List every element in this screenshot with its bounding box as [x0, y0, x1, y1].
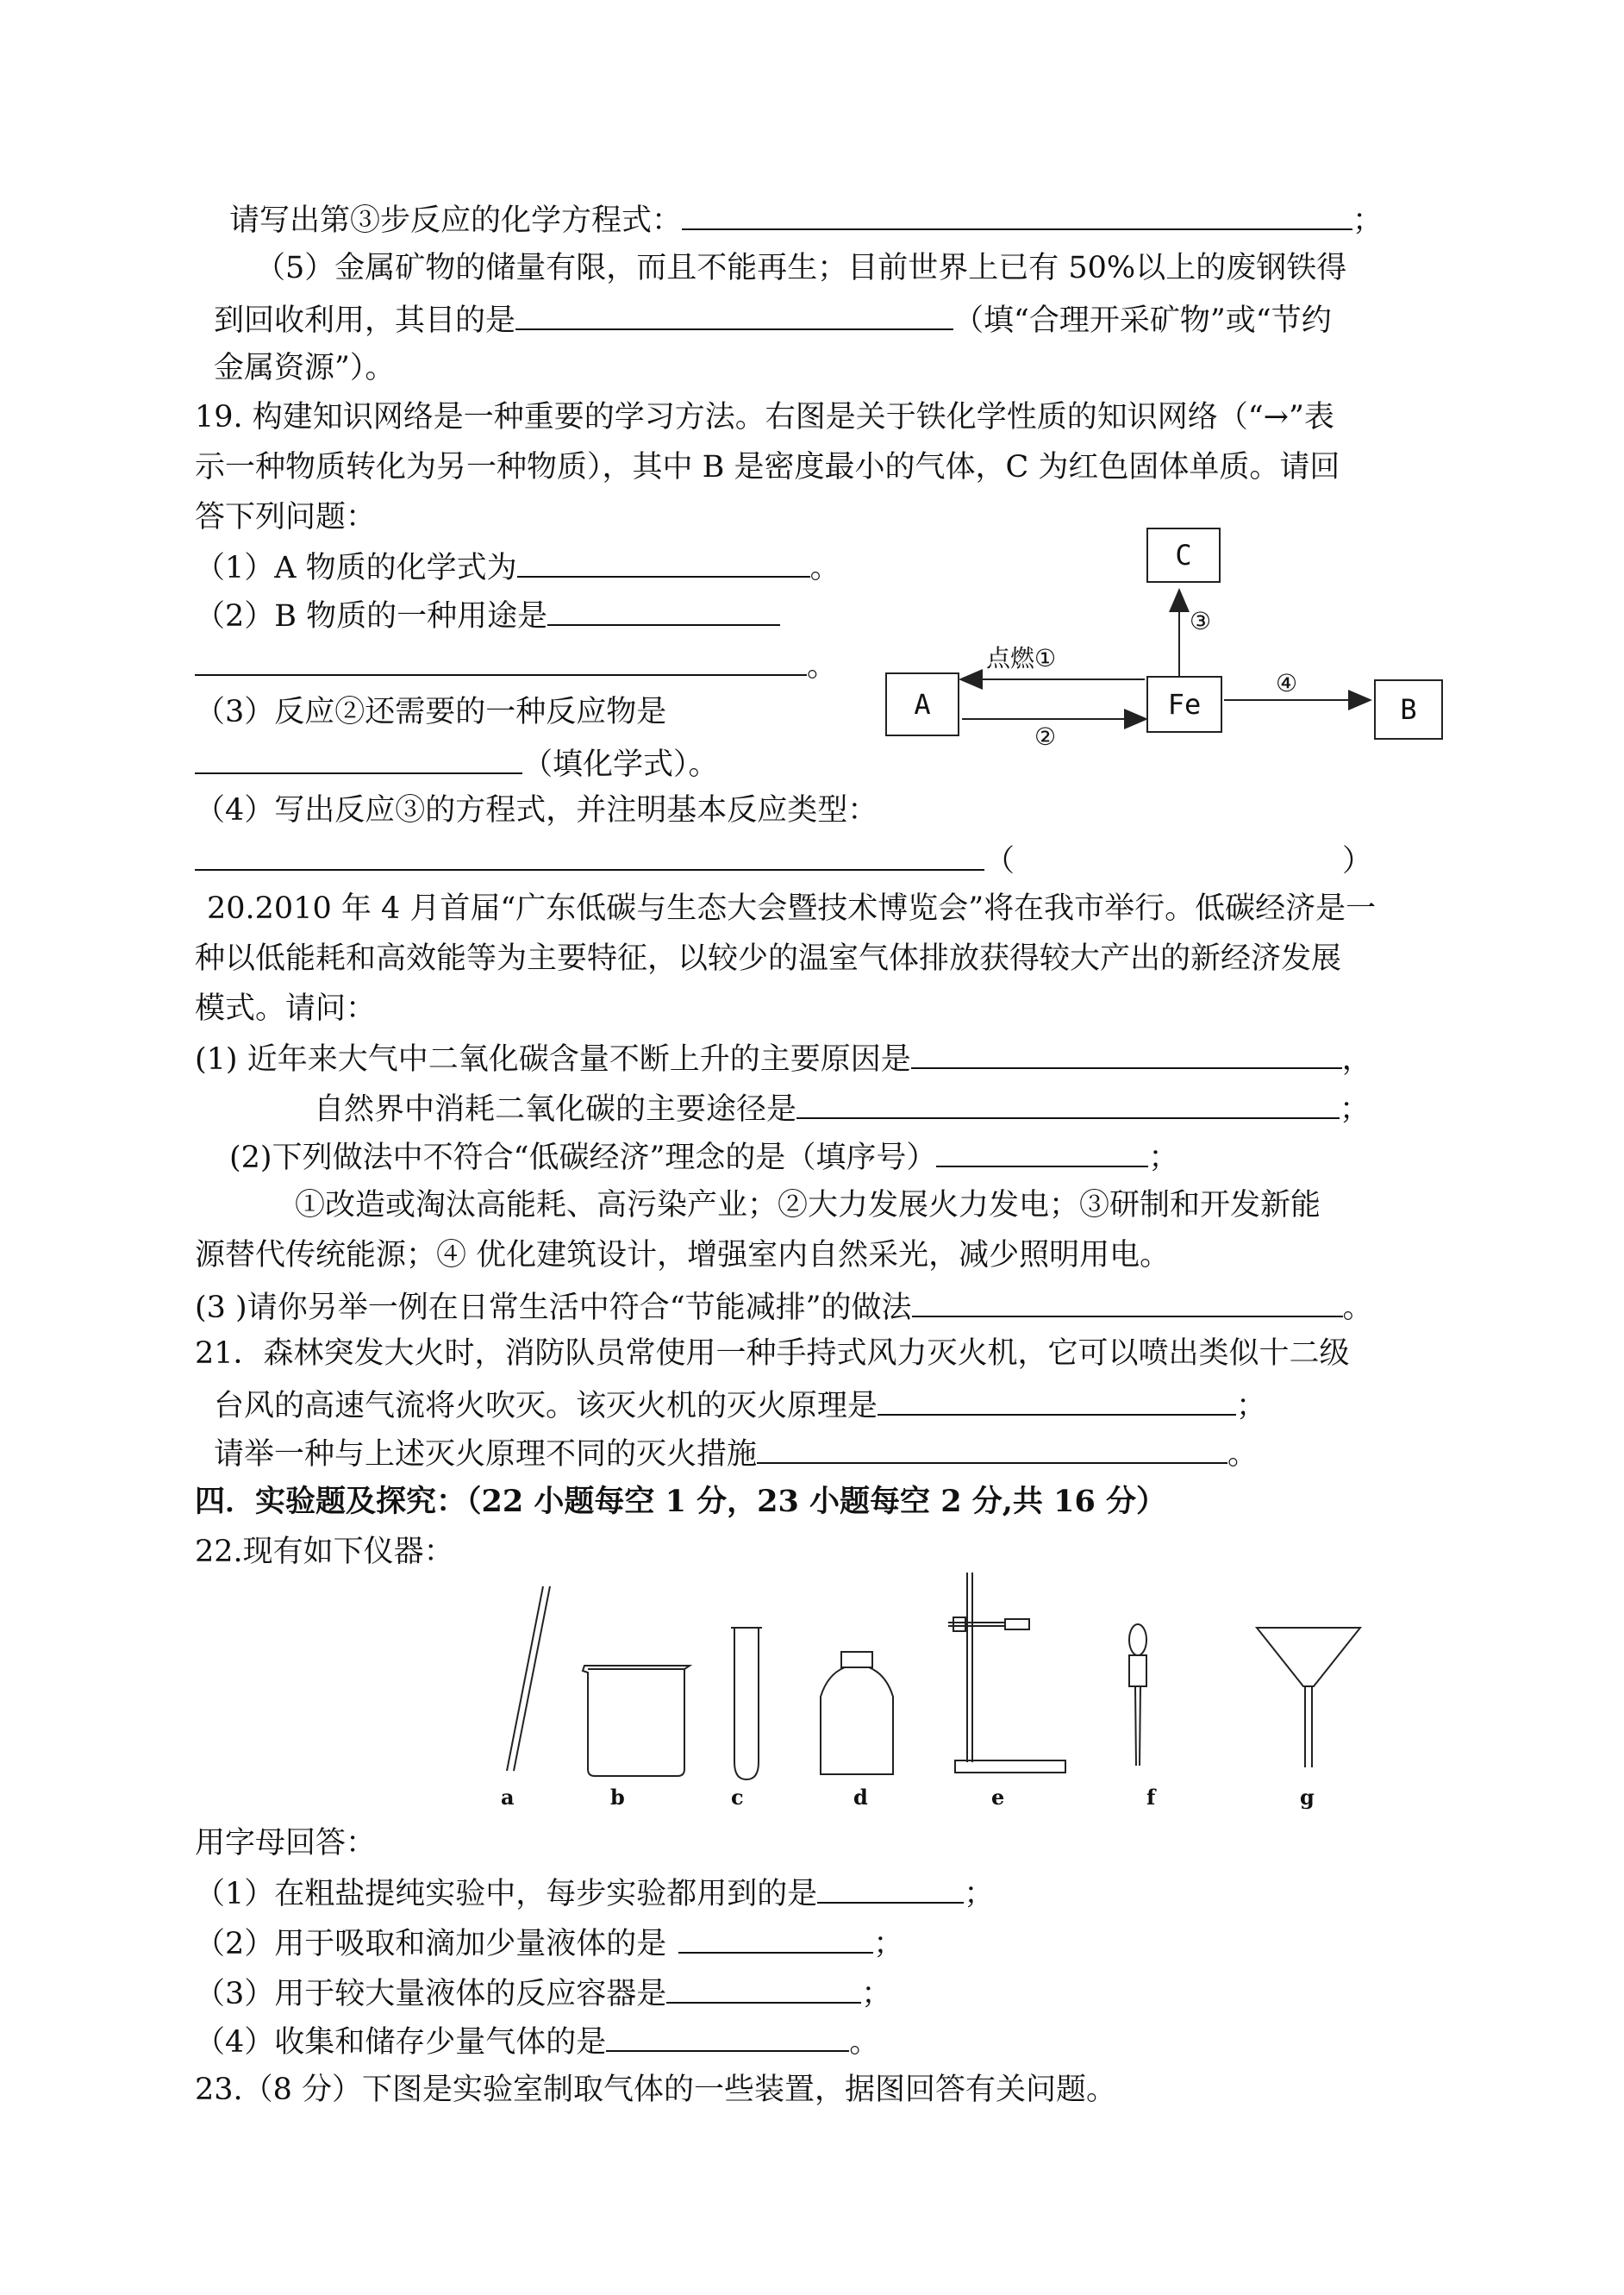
q19-stem-line3: 答下列问题：	[195, 500, 377, 535]
q23-stem: 23.（8 分）下图是实验室制取气体的一些装置，据图回答有关问题。	[195, 2073, 1117, 2107]
q22-stem: 22.现有如下仪器：	[195, 1535, 454, 1569]
label-reaction-2: ②	[1034, 722, 1057, 751]
gas-bottle-icon	[821, 1652, 893, 1774]
funnel-icon	[1257, 1628, 1360, 1767]
q20-pathway-blank[interactable]	[796, 1086, 1340, 1119]
q21-measure-blank[interactable]	[757, 1431, 1227, 1464]
q18-part5-line2: 到回收利用，其目的是 （填“合理开采矿物”或“节约	[214, 297, 1332, 341]
q21-stem-line1: 21．森林突发大火时，消防队员常使用一种手持式风力灭火机，它可以喷出类似十二级	[195, 1336, 1350, 1371]
q22-sub4: （4）收集和储存少量气体的是 。	[195, 2019, 879, 2063]
q20-options-line2: 源替代传统能源；④ 优化建筑设计，增强室内自然采光，减少照明用电。	[195, 1238, 1171, 1273]
q22-answer3-blank[interactable]	[666, 1971, 861, 2004]
label-burn-1: 点燃①	[986, 644, 1057, 672]
q18-part5-line1: （5）金属矿物的储量有限，而且不能再生；目前世界上已有 50%以上的废钢铁得	[255, 251, 1347, 285]
q22-answer1-blank[interactable]	[817, 1871, 964, 1904]
beaker-icon	[583, 1666, 690, 1776]
box-a: A	[885, 672, 959, 736]
q20-example-blank[interactable]	[912, 1285, 1343, 1317]
section4-title: 四．实验题及探究：（22 小题每空 1 分，23 小题每空 2 分,共 16 分）	[195, 1484, 1166, 1519]
q20-stem-line2: 种以低能耗和高效能等为主要特征，以较少的温室气体排放获得较大产出的新经济发展	[195, 941, 1342, 976]
apparatus-label-e: e	[991, 1785, 1005, 1810]
q20-sub3: (3 )请你另举一例在日常生活中符合“节能减排”的做法 。	[195, 1285, 1373, 1329]
q19-sub3-cont: （填化学式）。	[195, 741, 719, 785]
q22-answer-intro: 用字母回答：	[195, 1826, 377, 1860]
dropper-icon	[1129, 1624, 1146, 1766]
q20-option-blank[interactable]	[936, 1135, 1148, 1167]
q20-sub1a: (1) 近年来大气中二氧化碳含量不断上升的主要原因是 ，	[195, 1036, 1372, 1080]
apparatus-label-b: b	[610, 1785, 625, 1810]
q22-answer4-blank[interactable]	[606, 2019, 849, 2052]
q22-answer2-blank[interactable]	[678, 1921, 873, 1954]
q22-sub1: （1）在粗盐提纯实验中，每步实验都用到的是 ；	[195, 1871, 994, 1915]
label-reaction-4: ④	[1276, 669, 1298, 697]
q22-sub2: （2）用于吸取和滴加少量液体的是 ；	[195, 1921, 903, 1965]
q22-sub3: （3）用于较大量液体的反应容器是 ；	[195, 1971, 891, 2015]
box-b: B	[1374, 679, 1443, 740]
q19-sub2: （2）B 物质的一种用途是	[195, 593, 780, 637]
box-fe: Fe	[1146, 676, 1222, 733]
q20-sub1b: 自然界中消耗二氧化碳的主要途径是 ；	[314, 1086, 1370, 1130]
q19-sub2-cont: 。	[195, 643, 837, 687]
q19-stem-line1: 19. 构建知识网络是一种重要的学习方法。右图是关于铁化学性质的知识网络（“→”表	[195, 400, 1334, 435]
apparatus-label-a: a	[501, 1785, 515, 1810]
q18-part5-line3: 金属资源”）。	[214, 351, 396, 385]
apparatus-label-d: d	[853, 1785, 868, 1810]
q19-stem-line2: 示一种物质转化为另一种物质），其中 B 是密度最小的气体，C 为红色固体单质。请回	[195, 450, 1340, 485]
q20-stem-line1: 20.2010 年 4 月首届“广东低碳与生态大会暨技术博览会”将在我市举行。低碳经济是一	[207, 891, 1377, 926]
q21-stem-line2: 台风的高速气流将火吹灭。该灭火机的灭火原理是 ；	[214, 1383, 1266, 1427]
box-c: C	[1146, 528, 1221, 583]
q20-stem-line3: 模式。请问：	[195, 991, 377, 1026]
q20-options-line1: ①改造或淘汰高能耗、高污染产业；②大力发展火力发电；③研制和开发新能	[295, 1188, 1321, 1223]
q18-equation-prompt: 请写出第③步反应的化学方程式： ；	[229, 197, 1383, 241]
apparatus-label-f: f	[1146, 1785, 1156, 1810]
q20-reason-blank[interactable]	[911, 1036, 1342, 1069]
label-reaction-3: ③	[1190, 607, 1212, 635]
q22-apparatus-figure	[483, 1569, 1465, 1793]
glass-rod-icon	[507, 1586, 550, 1771]
apparatus-label-g: g	[1300, 1785, 1315, 1810]
q19-sub4: （4）写出反应③的方程式，并注明基本反应类型：	[195, 793, 878, 828]
q19-sub3: （3）反应②还需要的一种反应物是	[195, 695, 667, 729]
q19-sub4-cont: （ ）	[195, 838, 1372, 882]
q21-principle-blank[interactable]	[878, 1383, 1236, 1416]
q19-sub1: （1）A 物质的化学式为 。	[195, 545, 840, 589]
q21-stem-line3: 请举一种与上述灭火原理不同的灭火措施 。	[214, 1431, 1258, 1475]
apparatus-label-c: c	[731, 1785, 744, 1810]
iron-stand-icon	[948, 1573, 1065, 1773]
q20-sub2: (2)下列做法中不符合“低碳经济”理念的是（填序号） ；	[229, 1135, 1178, 1179]
test-tube-icon	[731, 1628, 762, 1779]
